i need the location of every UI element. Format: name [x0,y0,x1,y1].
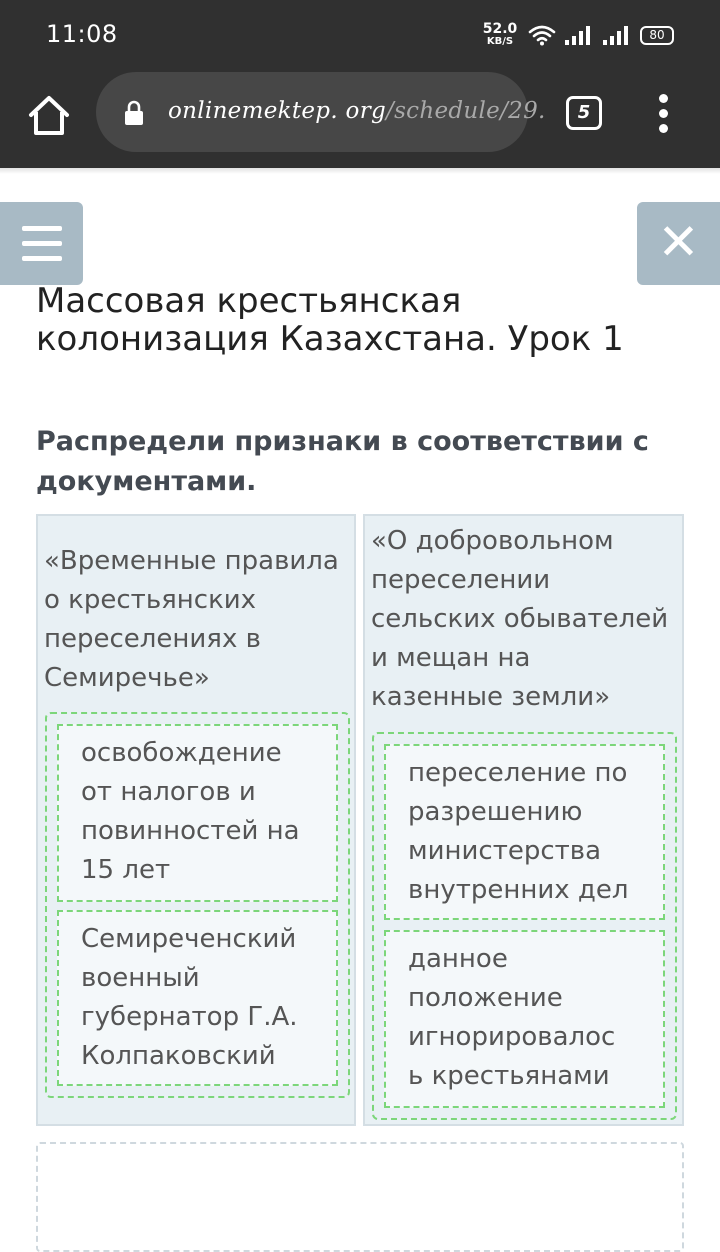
url-text [168,98,546,124]
status-time: 11:08 [46,20,118,48]
more-vert-icon[interactable] [650,94,678,134]
lock-icon [124,100,144,126]
column-heading: «Временные правила о крестьянских переселениях в Семиречье» [44,546,339,693]
network-speed-unit: KB/S [486,36,514,47]
card-text: освобождение от налогов и повинностей на 15 лет [81,738,300,885]
card-text: данное положение игнорировалос ь крестьянами [408,944,616,1091]
signal-icon [602,26,630,46]
card-text: переселение по разрешению министерства внутренних дел [408,758,629,905]
battery-icon: 80 [640,26,674,45]
drop-zone[interactable] [45,712,350,1098]
draggable-card[interactable] [384,744,665,920]
signal-icon [564,26,592,46]
draggable-card[interactable] [384,930,665,1108]
network-speed [482,22,518,47]
draggable-card[interactable] [57,910,338,1086]
toolbar-shadow [0,168,720,174]
close-button[interactable] [637,202,720,285]
drop-zone[interactable] [372,732,677,1120]
page-content [0,168,720,1236]
close-icon: ✕ [657,213,700,271]
menu-button[interactable] [0,202,83,285]
document-column-1 [36,514,356,1126]
status-bar [0,0,720,70]
url-host: onlinemektep. org [168,98,387,124]
menu-icon [22,226,62,231]
home-button[interactable] [22,88,76,142]
task-instruction: Распредели признаки в соответствии с документами. [36,426,649,497]
wifi-icon [528,24,556,46]
home-icon [22,88,76,142]
document-column-2 [363,514,684,1126]
empty-drop-area[interactable] [36,1142,684,1252]
url-path: /schedule/29. [386,98,546,124]
draggable-card[interactable] [57,724,338,902]
network-speed-value: 52.0 [482,21,518,37]
tabs-icon[interactable]: 5 [566,96,602,130]
browser-toolbar [0,70,720,168]
url-bar[interactable] [96,72,546,152]
column-heading: «О добровольном переселении сельских обывателей и мещан на казенные земли» [371,526,669,712]
card-text: Семиреченский военный губернатор Г.А. Колпаковский [81,924,298,1071]
page-title: Массовая крестьянская колонизация Казахстана. Урок 1 [36,281,624,359]
